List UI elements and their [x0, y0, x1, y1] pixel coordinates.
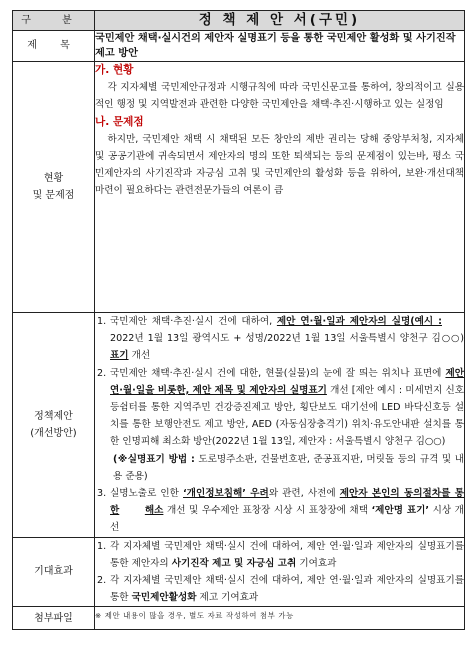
effect-item-2-text-a: 각 지자체별 국민제안 채택·실시 건에 대하여, 제안 연·월·일과 제안자의 실명표기를 통한 [110, 575, 464, 604]
status-content [95, 62, 465, 313]
proposal-form [12, 10, 464, 630]
effect-item-2 [95, 572, 464, 606]
proposal-item-3-text-a: 실명노출로 인한 [110, 488, 179, 500]
proposal-item-1-example: 2022년 1월 13일 광역시도 + 성명/2022년 1월 13일 서울특별시 양천구 김○○) [110, 333, 464, 345]
proposal-item-3-bold-c: 해소 [144, 505, 164, 517]
proposal-item-1 [95, 313, 464, 365]
proposal-item-1-bold-a: 제안 연·월·일과 제안자의 실명(예시 : [276, 316, 442, 327]
proposal-item-3-num: 3. [97, 488, 107, 500]
form-title: 정 책 제 안 서(구민) [95, 11, 465, 31]
header-row [13, 11, 465, 31]
proposal-row [13, 313, 465, 538]
effect-item-2-num: 2. [97, 575, 107, 587]
section-a-text: 각 지자체별 국민제안규정과 시행규칙에 따라 국민신문고를 통하여, 창의적이고 실용적인 행정 및 지역발전과 관련한 다양한 국민제안을 채택·추진·시행하고 있는 실정임 [95, 82, 464, 111]
effect-item-1-num: 1. [97, 540, 107, 552]
attachment-row [13, 607, 465, 630]
proposal-label [13, 313, 95, 538]
proposal-item-2-text-b: 개선 [제안 예시 : 미세먼지 신호등쉼터를 통한 지역주민 건강증진제고 방안, 횡단보도 대기선에 LED 바닥신호등 설치를 통한 보행안전도 제고 방안, AED (자동심장충격기) 위치·유도안내판 설치를 통한 인명피해 최소화 방안(2022년 1월 13일, 제안자 : 서울특별시 양천구 김○○) [110, 384, 464, 448]
subject-row [13, 31, 465, 62]
header-label: 구 분 [13, 11, 95, 31]
status-label [13, 62, 95, 313]
subject-text: 국민제안 채택·실시건의 제안자 실명표기 등을 통한 국민제안 활성화 및 사기진작 제고 방안 [95, 31, 465, 62]
proposal-item-2-text-a: 국민제안 채택·추진·실시 건에 대한, 현물(실물)의 눈에 잘 띄는 위치나 표면에 [110, 367, 442, 379]
proposal-item-2-bold-a: 제안 연·월·일을 비롯한, 제안 제목 및 제안자의 실명표기 [110, 367, 464, 396]
proposal-item-2 [95, 365, 464, 485]
effect-item-1-text-a: 각 지자체별 국민제안 채택·실시 건에 대하여, 제안 연·월·일과 제안자의 실명표기를 통한 제안자의 [110, 540, 464, 569]
proposal-item-3-bold-b: 제안자 본인의 동의절차를 통한 [110, 488, 464, 517]
proposal-item-3-text-b: 와 관련, 사전에 [268, 488, 336, 500]
proposal-item-3-bold-d: ‘제안명 표기’ [371, 505, 430, 517]
proposal-table [12, 10, 465, 630]
proposal-item-1-bold-b: 표기 [110, 350, 129, 362]
effect-item-1-text-b: 기여효과 [299, 557, 337, 569]
subject-label: 제 목 [13, 31, 95, 62]
proposal-item-1-num: 1. [97, 316, 107, 327]
section-b-text: 하지만, 국민제안 채택 시 채택된 모든 창안의 제반 권리는 당해 중앙부처청, 지자체 및 공공기관에 귀속되면서 제안자의 명의 또한 퇴색되는 등의 문제점이 있는바, 평소 국민제안자의 사기진작과 자긍심 고취 및 국민제안의 활성화 등을 위하여, 보완·개선대책 마련이 필요하다는 관련전문가들의 여론이 큼 [95, 133, 464, 197]
attachment-label: 첨부파일 [13, 607, 95, 630]
proposal-item-2-num: 2. [97, 367, 107, 379]
effect-item-2-bold-a: 국민제안활성화 [131, 592, 197, 604]
proposal-item-3-text-c: 개선 및 우수제안 표창장 시상 시 표창장에 채택 [166, 505, 368, 517]
effect-item-1-bold-a: 사기진작 제고 및 자긍심 고취 [171, 557, 297, 569]
effect-label: 기대효과 [13, 537, 95, 607]
proposal-content [95, 313, 465, 538]
attachment-note: ※ 제안 내용이 많을 경우, 별도 자료 작성하여 첨부 가능 [95, 607, 465, 630]
section-a-heading: 가. 현황 [95, 64, 134, 76]
effect-content [95, 537, 465, 607]
proposal-item-2-note-text: 도로명주소판, 건물번호판, 준공표지판, 머릿돌 등의 규격 및 내용 준용) [113, 453, 464, 482]
status-row [13, 62, 465, 313]
proposal-item-3-bold-a: ‘개인정보침해’ 우려 [183, 488, 269, 500]
proposal-list [95, 313, 464, 537]
status-label-line1: 현황 [43, 172, 64, 184]
effect-item-2-text-b: 제고 기여효과 [199, 592, 259, 604]
effect-item-1 [95, 538, 464, 572]
proposal-item-2-note-bold: (※실명표기 방법 : [113, 453, 195, 465]
effect-list [95, 538, 464, 607]
proposal-item-3-text-d: 시상 개선 [110, 505, 464, 534]
proposal-label-line1: 정책제안 [34, 410, 73, 422]
proposal-item-1-text-a: 국민제안 채택·추진·실시 건에 대하여, [110, 316, 273, 327]
proposal-item-3 [95, 485, 464, 537]
effect-row [13, 537, 465, 607]
section-b-heading: 나. 문제점 [95, 115, 144, 128]
status-label-line2: 및 문제점 [32, 190, 75, 201]
proposal-item-1-text-b: 개선 [131, 350, 151, 362]
proposal-label-line2: (개선방안) [30, 427, 77, 439]
